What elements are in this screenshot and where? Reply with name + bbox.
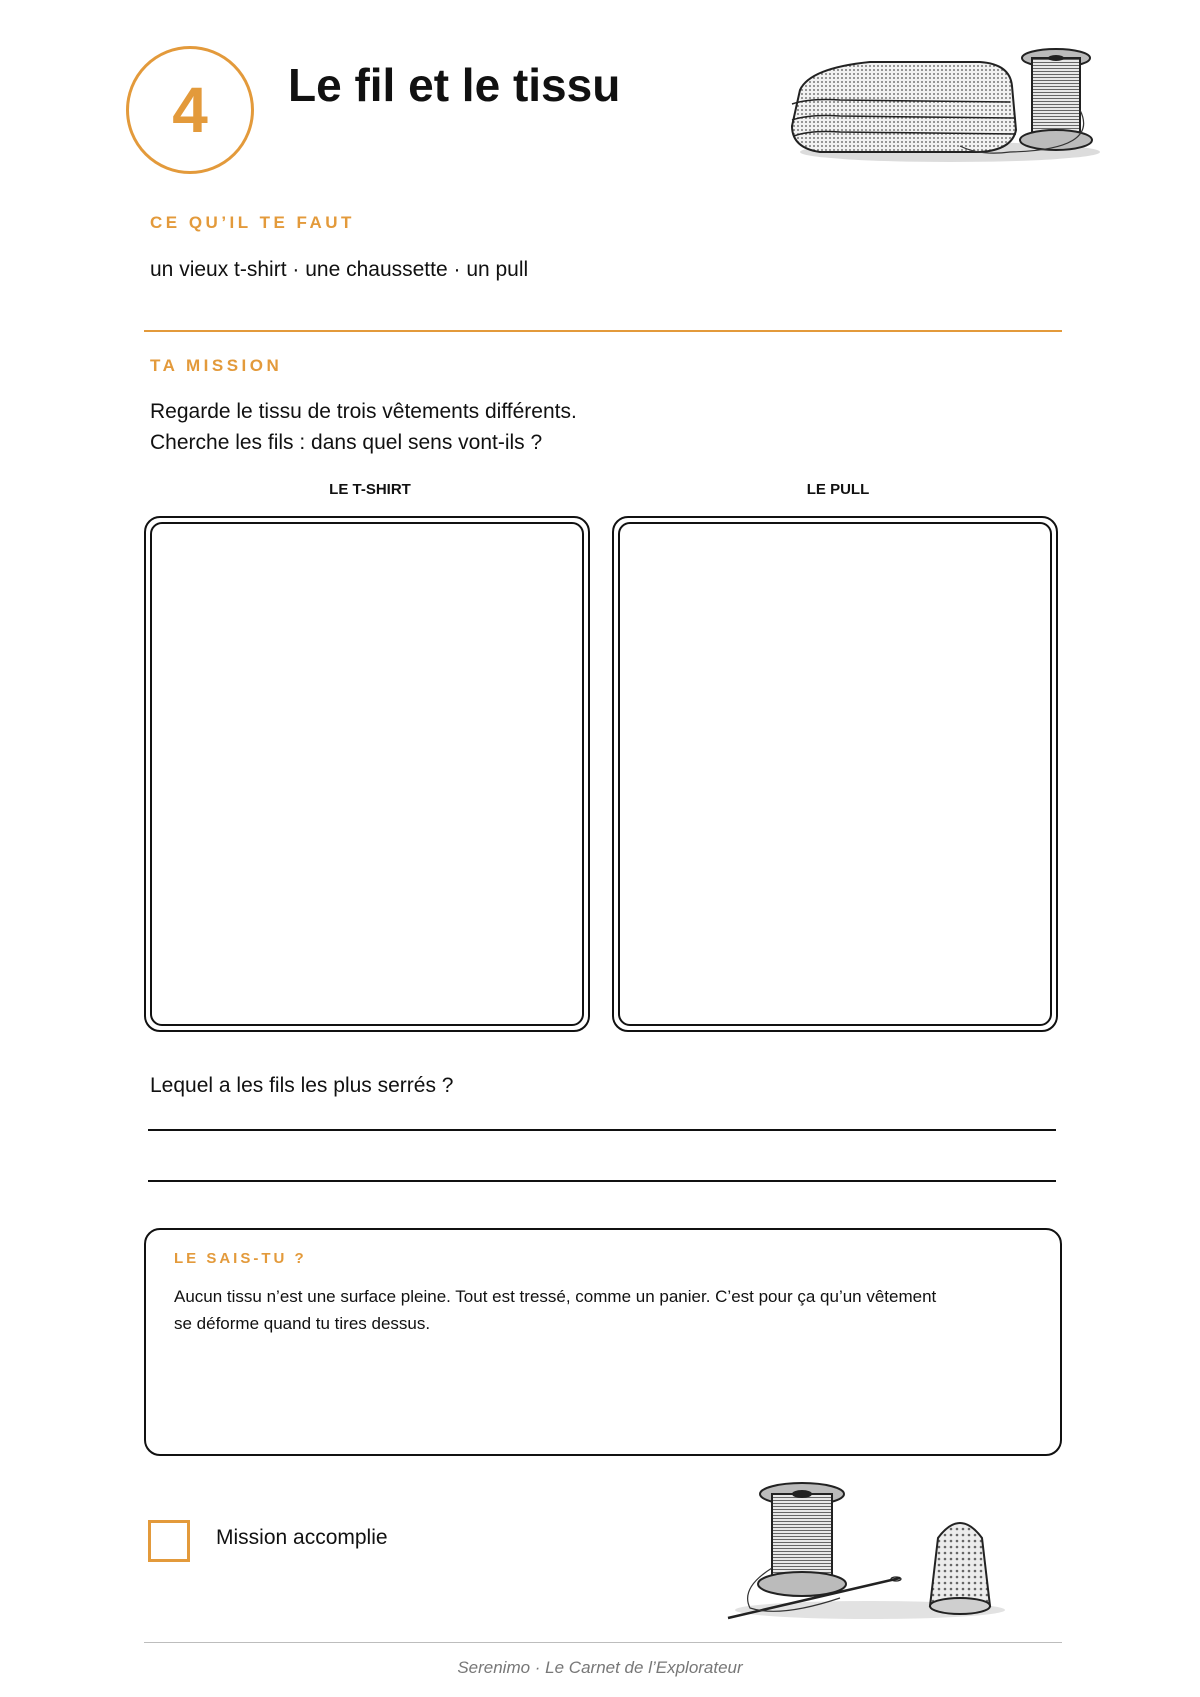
footer-text: Serenimo · Le Carnet de l’Explorateur: [457, 1658, 743, 1677]
section-divider: [144, 330, 1062, 332]
box-title-tshirt: LE T-SHIRT: [329, 481, 411, 498]
drawing-area-pull[interactable]: [612, 516, 1058, 1032]
materials-label: CE QU’IL TE FAUT: [150, 213, 355, 232]
fact-text-line-1: Aucun tissu n’est une surface pleine. Tout est tressé, comme un panier. C’est pour ça qu’un vêtement: [174, 1287, 937, 1306]
mission-instruction-2: Cherche les fils : dans quel sens vont-ils ?: [150, 431, 543, 454]
mission-instruction-1: Regarde le tissu de trois vêtements différents.: [150, 400, 577, 423]
drawing-area-tshirt[interactable]: [144, 516, 590, 1032]
drawing-area-tshirt-inner: [150, 522, 584, 1026]
page-title: Le fil et le tissu: [288, 59, 621, 111]
fact-text-line-2: se déforme quand tu tires dessus.: [174, 1314, 431, 1333]
answer-line-1[interactable]: [148, 1129, 1056, 1131]
chapter-number-badge: [126, 46, 254, 174]
chapter-number: 4: [172, 74, 208, 146]
mission-complete-checkbox[interactable]: [148, 1520, 190, 1562]
footer-divider: [144, 1642, 1062, 1643]
question-text: Lequel a les fils les plus serrés ?: [150, 1074, 454, 1097]
materials-list: un vieux t-shirt · une chaussette · un pull: [150, 258, 529, 281]
mission-complete-label: Mission accomplie: [216, 1526, 388, 1549]
box-title-pull: LE PULL: [806, 481, 870, 498]
mission-label: TA MISSION: [150, 356, 283, 375]
spool-needle-thimble-illustration: [720, 1478, 1010, 1628]
drawing-area-pull-inner: [618, 522, 1052, 1026]
fabric-spool-illustration: [780, 40, 1120, 170]
answer-line-2[interactable]: [148, 1180, 1056, 1182]
fact-label: LE SAIS-TU ?: [174, 1250, 307, 1267]
